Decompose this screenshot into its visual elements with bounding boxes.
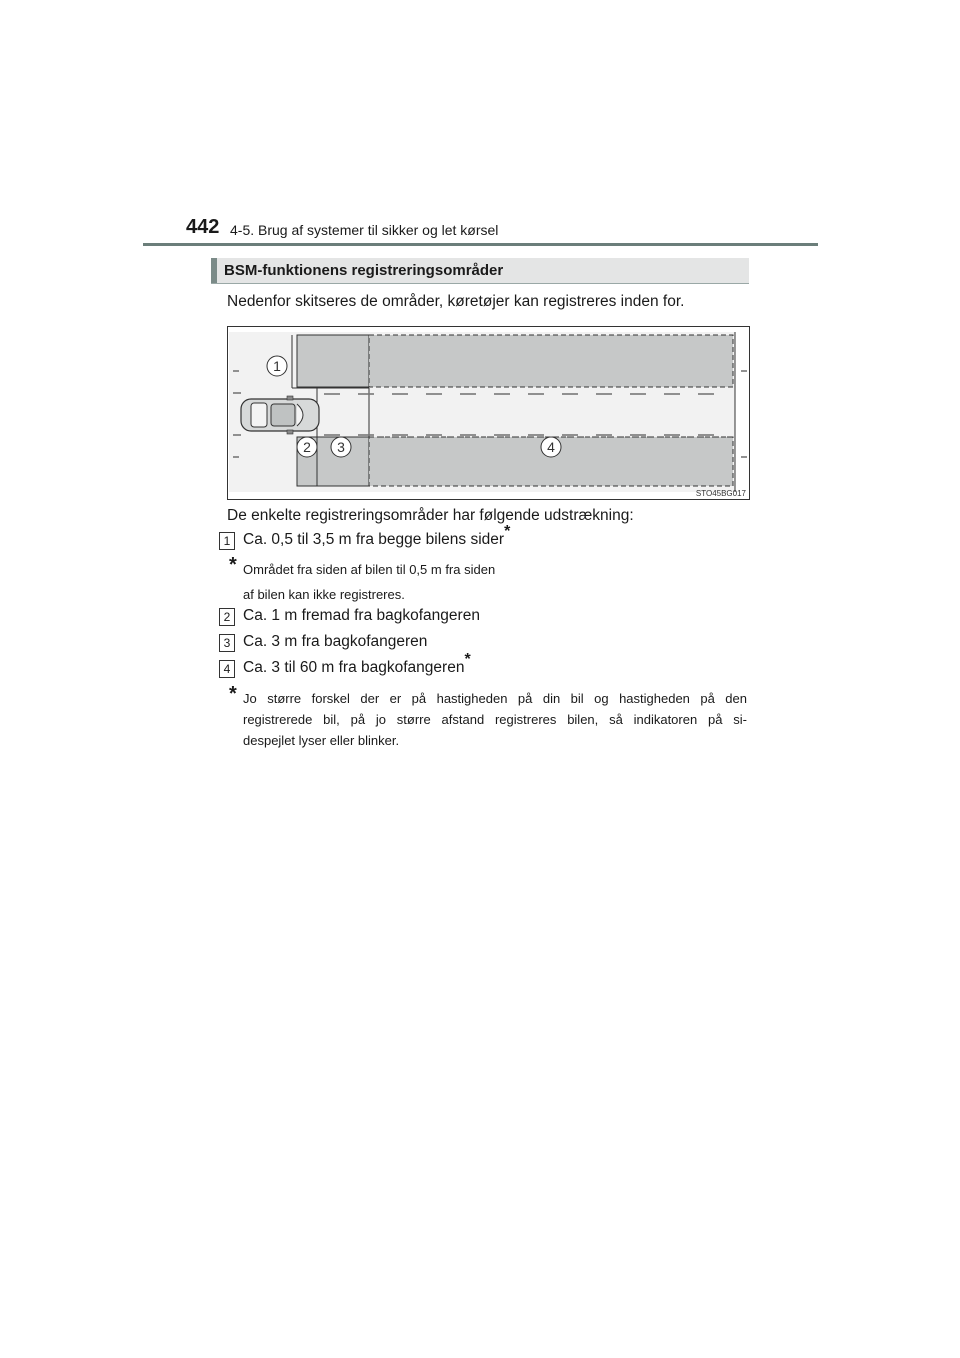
zone-marker-2 xyxy=(297,437,317,457)
zone-marker-3 xyxy=(331,437,351,457)
zone-marker-4 xyxy=(541,437,561,457)
item-number-1: 1 xyxy=(219,532,235,550)
item-number-2: 2 xyxy=(219,608,235,626)
section-heading-bar xyxy=(211,258,217,284)
zone-marker-4-label: 4 xyxy=(547,439,555,455)
zone-top-far xyxy=(369,335,733,387)
footnote-2-star: * xyxy=(229,683,237,705)
chapter-title: 4-5. Brug af systemer til sikker og let kørsel xyxy=(230,222,499,238)
footnote-1-line-1: Området fra siden af bilen til 0,5 m fra siden xyxy=(243,562,496,577)
footnote-2 xyxy=(229,683,749,754)
page-number: 442 xyxy=(186,216,220,238)
zone-marker-2-label: 2 xyxy=(303,439,311,455)
section-heading-rule xyxy=(211,283,749,284)
item-number-4: 4 xyxy=(219,660,235,678)
item-number-3: 3 xyxy=(219,634,235,652)
zone-marker-1-label: 1 xyxy=(273,358,281,374)
zone-marker-1 xyxy=(267,356,287,376)
zone-marker-3-label: 3 xyxy=(337,439,345,455)
diagram-code: STO45BG017 xyxy=(695,489,746,498)
header-rule xyxy=(143,243,818,246)
item-text-2: Ca. 1 m fremad fra bagkofangeren xyxy=(243,607,480,624)
zone-top-near xyxy=(297,335,369,387)
item-star-1: * xyxy=(504,522,511,540)
footnote-1-star: * xyxy=(229,554,237,576)
footnote-2-line-3: despejlet lyser eller blinker. xyxy=(243,733,400,748)
bsm-detection-diagram xyxy=(227,326,750,500)
footnote-2-line-1: Jo større forskel der er på hastigheden på din bil og hastigheden på den xyxy=(243,691,747,706)
footnote-1 xyxy=(229,554,769,609)
car-icon xyxy=(241,396,319,434)
item-star-4: * xyxy=(464,650,471,668)
footnote-2-line-2: registrerede bil, på jo større afstand registreres bilen, så indikatoren på si- xyxy=(243,712,747,727)
item-text-1: Ca. 0,5 til 3,5 m fra begge bilens sider xyxy=(243,531,505,548)
footnote-1-line-2: af bilen kan ikke registreres. xyxy=(243,587,405,602)
extent-intro-text: De enkelte registreringsområder har følgende udstrækning: xyxy=(227,507,634,524)
item-text-4: Ca. 3 til 60 m fra bagkofangeren xyxy=(243,659,465,676)
section-heading xyxy=(211,258,749,284)
intro-text: Nedenfor skitseres de områder, køretøjer kan registreres inden for. xyxy=(227,293,685,310)
section-heading-title: BSM-funktionens registreringsområder xyxy=(224,262,504,279)
item-text-3: Ca. 3 m fra bagkofangeren xyxy=(243,633,428,650)
